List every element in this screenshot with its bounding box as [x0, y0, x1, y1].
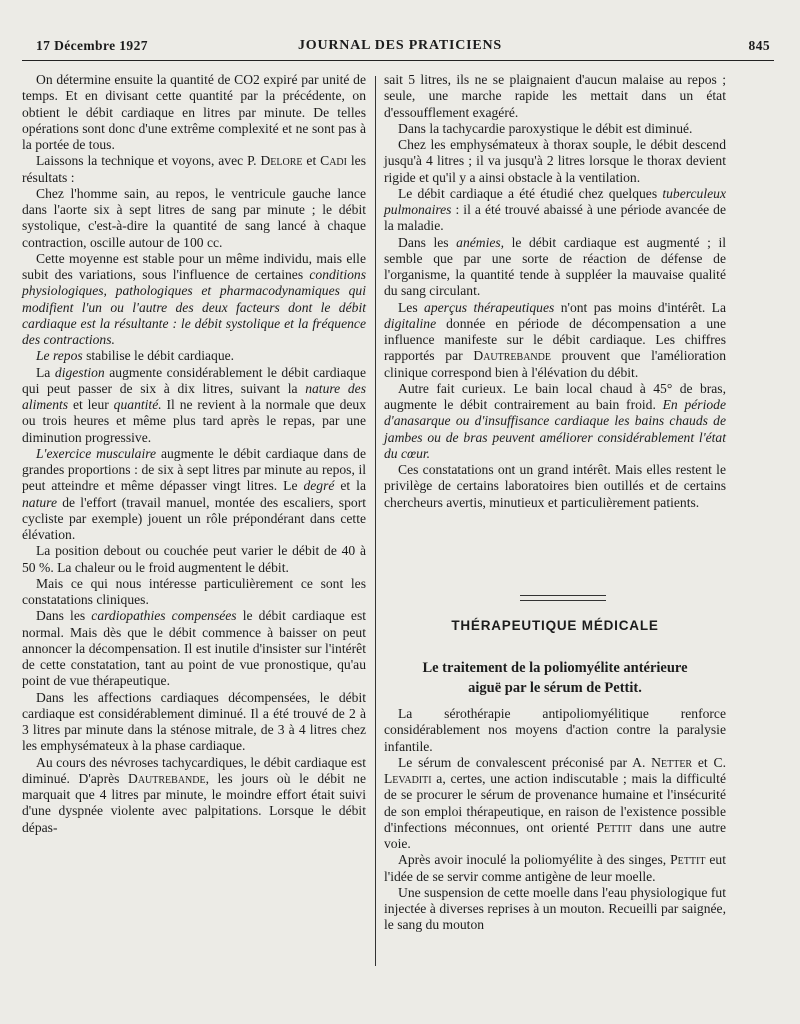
- article-title: Le traitement de la poliomyélite antérieure aiguë par le sérum de Pettit.: [422, 660, 688, 696]
- column-divider: [375, 76, 376, 966]
- paragraph: Dans la tachycardie paroxystique le débit est diminué.: [398, 120, 693, 136]
- paragraph: Une suspension de cette moelle dans l'eau physiologique fut injectée à diverses reprises à un mouton. Recueilli par saignée, le sang du mouton: [384, 884, 726, 933]
- paragraph: Chez l'homme sain, au repos, le ventricule gauche lance dans l'aorte six à sept litres de sang par minute ; le débit systolique, c'est-à-dire la quantité de sang lancé à chaque contraction, oscille autour de 100 cc.: [22, 185, 366, 250]
- author-name: Dautrebande,: [128, 770, 209, 786]
- paragraph: Dans les cardiopathies compensées le débit cardiaque est normal. Mais dès que le débit commence à baisser on peut annoncer la décompensation. Il est inutile d'insister sur l'intérêt de cette constatation, tant au point de vue pronostique, qu'au point de vue thérapeutique.: [22, 608, 367, 689]
- author-name: Delore: [260, 153, 303, 169]
- section-separator: [520, 595, 606, 601]
- paragraph: On détermine ensuite la quantité de CO2 expiré par unité de temps. Et en divisant cette quantité par la précédente, on obtient le débit cardiaque en litres par minute. De telles opérations sont donc d'une extrême complexité et ne sont pas à la portée de tous.: [22, 72, 366, 152]
- author-name: Cadi: [320, 153, 347, 169]
- author-name: Dautrebande: [473, 348, 551, 364]
- author-name: Netter: [651, 754, 693, 770]
- article-body: [384, 706, 726, 934]
- paragraph: Les aperçus thérapeutiques n'ont pas moins d'intérêt. La digitaline donnée en période de décompensation a une influence manifeste sur le débit cardiaque. Les chiffres rapportés par Dautrebande prouvent que l'amélioration clinique correspond bien à l'élévation du débit.: [384, 299, 727, 380]
- author-name: Levaditi: [384, 771, 432, 786]
- paragraph: La sérothérapie antipoliomyélitique renforce considérablement nos moyens d'action contre la paralysie infantile.: [384, 706, 726, 754]
- right-column: [384, 72, 726, 511]
- paragraph: Le repos stabilise le débit cardiaque.: [36, 348, 235, 364]
- paragraph: Autre fait curieux. Le bain local chaud à 45° de bras, augmente le débit contrairement au bain froid. En période d'anasarque ou d'insuffisance cardiaque les bains chauds de jambes ou de bras peuvent améliorer considérablement l'état du cœur.: [384, 380, 726, 461]
- paragraph: Cette moyenne est stable pour un même individu, mais elle subit des variations, sous l'influence de certaines conditions physiologiques, pathologiques et pharmacodynamiques qui modifient l'un ou l'autre des deux facteurs dont le débit cardiaque est la résultante : le débit systolique et la fréquence des contractions.: [22, 250, 366, 347]
- header-rule: [22, 60, 774, 61]
- paragraph: Ces constatations ont un grand intérêt. Mais elles restent le privilège de certains laboratoires bien outillés et de certains chercheurs avertis, minutieux et particulièrement patients.: [384, 462, 726, 510]
- header-date: 17 Décembre 1927: [36, 38, 148, 53]
- paragraph: Mais ce qui nous intéresse particulièrement ce sont les constatations cliniques.: [22, 575, 366, 607]
- paragraph: Dans les anémies, le débit cardiaque est augmenté ; il semble que par une sorte de réaction de défense de l'organisme, la quantité tende à suppléer la mauvaise qualité du sang circulant.: [384, 234, 726, 299]
- paragraph: Le sérum de convalescent préconisé par A. Netter et C. Levaditi a, certes, une action indiscutable ; mais la difficulté de se procurer le sérum de provenance humaine et l'insécurité de son emploi thérapeutique, en raison de l'existence possible d'infections méconnues, ont orienté Pettit dans une autre voie.: [384, 754, 726, 851]
- page-number: 845: [748, 38, 770, 53]
- author-name: Pettit: [596, 819, 632, 835]
- section-title: THÉRAPEUTIQUE MÉDICALE: [451, 618, 659, 633]
- author-name: Pettit: [670, 852, 706, 868]
- paragraph: Au cours des névroses tachycardiques, le débit cardiaque est diminué. D'après Dautrebande, les jours où le débit ne marquait que 4 litres par minute, le moindre effort était suivi d'une dyspnée violente avec palpitations. Lorsque le débit dépas-: [22, 754, 366, 835]
- paragraph: L'exercice musculaire augmente le débit cardiaque dans de grandes proportions : de six à sept litres par minute au repos, il peut atteindre et même dépasser vingt litres. Le degré et la nature de l'effort (travail manuel, montée des escaliers, sport cycliste par exemple) jouent un rôle prépondérant dans cette élévation.: [22, 445, 366, 542]
- paragraph: sait 5 litres, ils ne se plaignaient d'aucun malaise au repos ; seule, une marche rapide les mettait dans un état d'essoufflement exagéré.: [384, 72, 726, 120]
- paragraph: La digestion augmente considérablement le débit cardiaque qui peut passer de six à dix litres, suivant la nature des aliments et leur quantité. Il ne revient à la normale que deux ou trois heures et même plus tard après le repas, par une diminution progressive.: [22, 364, 366, 445]
- paragraph: La position debout ou couchée peut varier le débit de 40 à 50 %. La chaleur ou le froid augmentent le débit.: [22, 543, 366, 575]
- paragraph: Laissons la technique et voyons, avec P. Delore et Cadi les résultats :: [22, 153, 366, 185]
- header-journal-title: JOURNAL DES PRATICIENS: [297, 38, 503, 53]
- paragraph: Dans les affections cardiaques décompensées, le débit cardiaque est considérablement diminué. Il a été trouvé de 2 à 3 litres par minute dans la sténose mitrale, de 3 à 4 litres chez les emphysémateux à la phase cardiaque.: [22, 689, 366, 754]
- paragraph: Après avoir inoculé la poliomyélite à des singes, Pettit eut l'idée de se servir comme antigène de leur moelle.: [384, 852, 726, 884]
- paragraph: Le débit cardiaque a été étudié chez quelques tuberculeux pulmonaires : il a été trouvé abaissé à une période avancée de la maladie.: [384, 185, 726, 234]
- left-column: [22, 72, 366, 836]
- paragraph: Chez les emphysémateux à thorax souple, le débit descend jusqu'à 4 litres ; il va jusqu'à 2 litres lorsque le thorax devient rigide et qu'il y a ainsi obstacle à la ventilation.: [384, 137, 726, 185]
- running-header: [22, 38, 778, 58]
